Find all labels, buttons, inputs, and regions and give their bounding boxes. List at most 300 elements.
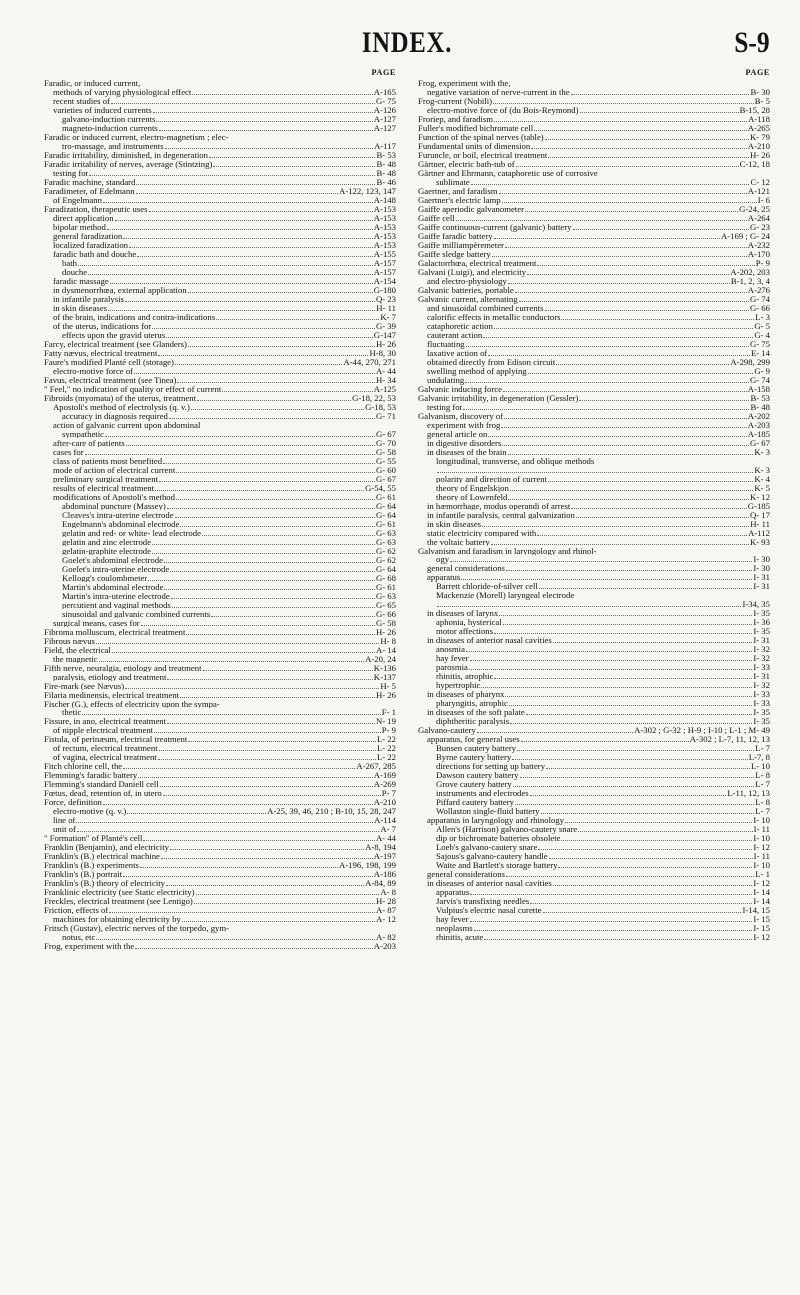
entry-page-ref: I- 14 (753, 887, 770, 898)
index-entry (418, 798, 770, 807)
entry-term: of the uterus, indications for (53, 321, 152, 331)
entry-term: Grove cautery battery (436, 780, 512, 790)
dot-leader (125, 688, 379, 689)
dot-leader (502, 202, 757, 203)
entry-page-ref: A- 12 (375, 914, 396, 925)
dot-leader (110, 283, 373, 284)
entry-term: laxative action of (427, 348, 488, 358)
entry-page-ref: I- 31 (753, 635, 770, 646)
index-entry (44, 664, 396, 673)
index-entry (44, 142, 396, 151)
entry-term: in infantile paralysis, central galvanization (427, 510, 575, 520)
entry-page-ref: A-158 (747, 383, 770, 394)
entry-page-ref: I- 33 (753, 662, 770, 673)
entry-term: polarity and direction of current (436, 474, 547, 484)
entry-page-ref: I- 36 (753, 617, 770, 628)
entry-term: of the brain, indications and contra-indications (53, 312, 216, 322)
dot-leader (196, 894, 380, 895)
index-entry (418, 79, 770, 88)
entry-page-ref: G- 64 (375, 563, 396, 574)
index-entry (44, 565, 396, 574)
index-entry (418, 187, 770, 196)
index-entry (418, 205, 770, 214)
index-entry (44, 574, 396, 583)
index-entry (44, 412, 396, 421)
entry-term: Loeb's galvano-cautery snare (436, 843, 538, 853)
dot-leader (502, 445, 749, 446)
entry-term: parosmia (436, 663, 468, 673)
entry-term: Fistula, of perinæum, electrical treatment (44, 735, 188, 745)
dot-leader (169, 418, 375, 419)
dot-leader (209, 157, 375, 158)
index-entry (418, 555, 770, 564)
entry-page-ref: H- 11 (376, 302, 396, 313)
entry-term: in diseases of anterior nasal cavities (427, 879, 552, 889)
index-entry (44, 232, 396, 241)
index-entry (418, 376, 770, 385)
index-entry (418, 924, 770, 933)
entry-page-ref: G- 62 (375, 545, 396, 556)
entry-term: cauterant action (427, 330, 483, 340)
entry-page-ref: G- 67 (749, 437, 770, 448)
index-entry (418, 591, 770, 600)
entry-page-ref: B- 30 (750, 86, 770, 97)
index-entry (44, 556, 396, 565)
entry-term: general considerations (427, 870, 505, 880)
dot-leader (112, 652, 375, 653)
entry-term: bipolar method (53, 222, 106, 232)
entry-term: Franklin (Benjamin), and electricity (44, 843, 169, 853)
entry-page-ref: A-25, 39, 46, 210 ; B-10, 15, 28, 247 (267, 806, 396, 817)
index-entry (418, 151, 770, 160)
index-entry (44, 448, 396, 457)
entry-term: aphonia, hysterical (436, 618, 502, 628)
entry-term: Galvanic inducing force (418, 384, 502, 394)
entry-term: Galvano-cautery (418, 726, 476, 736)
dot-leader (76, 822, 373, 823)
entry-term: apparatus in laryngology and rhinology (427, 816, 565, 826)
dot-leader (469, 669, 752, 670)
dot-leader (170, 849, 364, 850)
entry-page-ref: I- 32 (753, 680, 770, 691)
entry-page-ref: H- 28 (375, 896, 396, 907)
dot-leader (578, 831, 752, 832)
index-entry (418, 843, 770, 852)
entry-page-ref: L- 22 (376, 734, 396, 745)
entry-term: Apostoli's method of electrolysis (q. v.) (53, 402, 190, 412)
index-entry (44, 385, 396, 394)
entry-term: Franklin's (B.) theory of electricity (44, 879, 165, 889)
entry-term: Freckles, electrical treatment (see Lentigo) (44, 897, 193, 907)
entry-term: " Feel," no indication of quality or effect of current (44, 384, 222, 394)
entry-term: Wollaston single-fluid battery (436, 807, 540, 817)
entry-term: Gaiffe milliampèremeter (418, 240, 504, 250)
entry-term: Frog, experiment with the, (418, 79, 511, 88)
entry-term: faradic massage (53, 276, 109, 286)
dot-leader (180, 697, 375, 698)
dot-leader (579, 400, 749, 401)
dot-leader (503, 624, 753, 625)
dot-leader (565, 822, 752, 823)
entry-page-ref: A-185 (747, 428, 770, 439)
entry-page-ref: L- 7 (755, 743, 770, 754)
dot-leader (103, 202, 373, 203)
index-entry (418, 879, 770, 888)
index-entry (418, 115, 770, 124)
entry-page-ref: A- 14 (375, 644, 396, 655)
entry-term: the magnetic (53, 654, 98, 664)
dot-leader (123, 238, 373, 239)
index-entry (418, 807, 770, 816)
entry-term: Froriep, and faradism (418, 114, 494, 124)
entry-page-ref: K-136 (373, 662, 396, 673)
index-entry (418, 358, 770, 367)
entry-page-ref: A- 44 (375, 365, 396, 376)
index-entry (418, 133, 770, 142)
entry-page-ref: A-169 ; G- 24 (721, 230, 770, 241)
entry-term: hypertrophic (436, 681, 481, 691)
dot-leader (78, 265, 373, 266)
entry-page-ref: A-153 (373, 212, 396, 223)
entry-page-ref: G- 65 (375, 599, 396, 610)
dot-leader (159, 130, 373, 131)
entry-term: douche (62, 267, 88, 277)
index-entry (44, 682, 396, 691)
dot-leader (188, 346, 375, 347)
entry-page-ref: A-118 (748, 113, 770, 124)
entry-term: Fibrous nævus (44, 636, 95, 646)
dot-leader (123, 876, 373, 877)
entry-term: Faradimeter, of Edelmann (44, 186, 135, 196)
index-entry (418, 762, 770, 771)
entry-term: recent studies of (53, 96, 110, 106)
entry-page-ref: L-7, 8 (748, 752, 770, 763)
dot-leader (527, 274, 729, 275)
index-entry (44, 753, 396, 762)
index-entry (44, 592, 396, 601)
dot-leader (494, 121, 747, 122)
dot-leader (107, 229, 373, 230)
entry-term: Faradization, therapeutic uses (44, 204, 148, 214)
entry-term: Fœtus, dead, retention of, in utero (44, 789, 162, 799)
entry-page-ref: I- 10 (753, 815, 770, 826)
entry-term: general article on (427, 429, 488, 439)
entry-term: Fitch chlorine cell, the (44, 762, 123, 772)
entry-term: effects upon the gravid uterus (62, 330, 166, 340)
index-entry (44, 789, 396, 798)
entry-page-ref: A-210 (373, 797, 396, 808)
entry-page-ref: H- 34 (375, 374, 396, 385)
entry-term: in diseases of pharynx (427, 690, 505, 700)
page-column-heading: PAGE (745, 68, 770, 77)
dot-leader (123, 768, 355, 769)
entry-term: Fifth nerve, neuralgia, etiology and treatment (44, 663, 202, 673)
entry-term: general faradization (53, 231, 123, 241)
index-entry (44, 511, 396, 520)
dot-leader (172, 607, 375, 608)
index-entry (44, 421, 396, 430)
dot-leader (216, 319, 379, 320)
entry-term: experiment with frog (427, 420, 501, 430)
entry-term: Waite and Bartlett's storage battery (436, 861, 558, 871)
index-entry (418, 322, 770, 331)
entry-term: sublimate (436, 177, 470, 187)
index-entry (418, 888, 770, 897)
entry-page-ref: G- 67 (375, 428, 396, 439)
dot-leader (465, 382, 749, 383)
entry-term: gelatin and zinc electrode (62, 537, 152, 547)
entry-term: pharyngitis, atrophic (436, 699, 508, 709)
dot-leader (561, 840, 752, 841)
entry-page-ref: G- 68 (375, 572, 396, 583)
entry-page-ref: G- 64 (375, 500, 396, 511)
entry-page-ref: I- 12 (753, 842, 770, 853)
index-entry (418, 142, 770, 151)
dot-leader (156, 121, 372, 122)
entry-page-ref: G- 71 (375, 410, 396, 421)
entry-page-ref: P- 9 (755, 257, 770, 268)
dot-leader (109, 912, 375, 913)
entry-page-ref: I- 33 (753, 689, 770, 700)
index-entry (418, 448, 770, 457)
index-entry (418, 493, 770, 502)
index-entry (418, 663, 770, 672)
entry-page-ref: K- 79 (749, 131, 770, 142)
entry-term: preliminary surgical treatment (53, 474, 159, 484)
entry-term: of rectum, electrical treatment (53, 744, 158, 754)
index-entry (44, 843, 396, 852)
entry-term: Galvanism, discovery of (418, 411, 504, 421)
entry-term: diphtheritic paralysis (436, 717, 510, 727)
dot-leader (99, 661, 364, 662)
entry-term: galvano-induction currents (62, 114, 156, 124)
dot-leader (488, 436, 747, 437)
index-entry (44, 205, 396, 214)
entry-page-ref: G- 58 (375, 617, 396, 628)
entry-page-ref: I- 12 (753, 932, 770, 943)
dot-leader (530, 795, 727, 796)
entry-page-ref: C-12, 18 (739, 158, 770, 169)
index-entry (418, 825, 770, 834)
entry-term: Flemming's faradic battery (44, 771, 138, 781)
entry-page-ref: A-127 (373, 113, 396, 124)
dot-leader (545, 139, 749, 140)
entry-page-ref: I- 30 (753, 563, 770, 574)
index-entry (44, 637, 396, 646)
entry-page-ref: I- 33 (753, 698, 770, 709)
dot-leader (175, 364, 342, 365)
index-entry (44, 906, 396, 915)
index-entry (418, 564, 770, 573)
entry-term: after-care of patients (53, 438, 125, 448)
entry-term: localized faradization (53, 240, 129, 250)
entry-term: Gärtner and Ehrmann, cataphoretic use of corrosive (418, 168, 598, 178)
entry-term: tro-massage, and instruments (62, 141, 164, 151)
entry-term: Sajous's galvano-cautery handle (436, 852, 548, 862)
entry-term: Fibroids (myomata) of the uterus, treatment (44, 393, 196, 403)
entry-term: Faradic irritability, diminished, in degeneration (44, 150, 208, 160)
entry-term: Furuncle, or boil, electrical treatment (418, 150, 548, 160)
entry-page-ref: A-153 (373, 230, 396, 241)
entry-term: Franklinic electricity (see Static electricity) (44, 888, 195, 898)
dot-leader (167, 508, 375, 509)
entry-term: Galactorrhœa, electrical treatment (418, 258, 537, 268)
entry-page-ref: B-1, 2, 3, 4 (730, 275, 770, 286)
index-entry (44, 708, 396, 717)
dot-leader (164, 562, 375, 563)
entry-page-ref: G- 60 (375, 464, 396, 475)
index-entry (44, 771, 396, 780)
entry-page-ref: A-302 ; L-7, 11, 12, 13 (689, 734, 770, 745)
entry-term: Martin's abdominal electrode (62, 582, 164, 592)
index-entry (44, 933, 396, 942)
dot-leader (192, 94, 372, 95)
index-entry (44, 358, 396, 367)
index-entry (44, 115, 396, 124)
entry-page-ref: K- 7 (380, 311, 396, 322)
dot-leader (553, 642, 753, 643)
dot-leader (163, 795, 381, 796)
entry-term: Bunsen cautery battery (436, 744, 517, 754)
entry-page-ref: I- 35 (753, 716, 770, 727)
index-entry (418, 331, 770, 340)
index-entry (418, 573, 770, 582)
dot-leader (493, 103, 754, 104)
entry-term: faradic bath and douche (53, 249, 137, 259)
entry-page-ref: A-232 (747, 239, 770, 250)
dot-leader (561, 319, 754, 320)
entry-term: Fischer (G.), effects of electricity upon the sympa- (44, 699, 220, 709)
entry-page-ref: B- 53 (750, 392, 770, 403)
index-entry (418, 466, 770, 475)
index-entry (44, 529, 396, 538)
dot-leader (506, 876, 754, 877)
dot-leader (466, 651, 752, 652)
index-entry (44, 816, 396, 825)
index-entry (44, 439, 396, 448)
entry-page-ref: G- 63 (375, 527, 396, 538)
entry-page-ref: G- 58 (375, 446, 396, 457)
entry-term: thetic (62, 708, 82, 718)
entry-page-ref: I- 12 (753, 878, 770, 889)
entry-term: Byrne cautery battery (436, 753, 512, 763)
entry-term: Goelet's intra-uterine electrode (62, 564, 170, 574)
index-entry (418, 744, 770, 753)
entry-page-ref: A- 7 (380, 824, 396, 835)
dot-leader (125, 301, 375, 302)
index-entry (44, 295, 396, 304)
index-entry (44, 628, 396, 637)
entry-term: swelling method of applying (427, 366, 527, 376)
entry-page-ref: G-18, 53 (365, 401, 396, 412)
entry-page-ref: B- 48 (376, 158, 396, 169)
dot-leader (159, 481, 375, 482)
entry-page-ref: L- 7 (755, 779, 770, 790)
entry-page-ref: L-11, 12, 13 (727, 788, 770, 799)
index-entry (418, 582, 770, 591)
index-entry (418, 681, 770, 690)
entry-term: apparatus (436, 888, 470, 898)
entry-page-ref: I-14, 15 (742, 905, 770, 916)
entry-term: notus, etc (62, 933, 96, 943)
entry-page-ref: A-165 (373, 86, 396, 97)
entry-page-ref: A-157 (373, 266, 396, 277)
dot-leader (165, 148, 374, 149)
dot-leader (474, 930, 753, 931)
entry-term: Barrett chloride-of-silver cell (436, 582, 538, 592)
index-entry (44, 700, 396, 709)
dot-leader (580, 112, 739, 113)
entry-page-ref: K- 5 (754, 482, 770, 493)
entry-term: unit of (53, 825, 76, 835)
entry-page-ref: A-197 (373, 851, 396, 862)
index-entry (418, 789, 770, 798)
dot-leader (176, 499, 375, 500)
entry-term: the voltaic battery (427, 537, 490, 547)
entry-page-ref: A-298, 299 (730, 356, 770, 367)
index-entry (44, 169, 396, 178)
entry-page-ref: A-114 (374, 815, 396, 826)
index-entry (44, 762, 396, 771)
entry-page-ref: H- 8 (380, 635, 396, 646)
index-entry (418, 780, 770, 789)
dot-leader (491, 544, 749, 545)
entry-term: longitudinal, transverse, and oblique methods (436, 456, 595, 466)
entry-page-ref: A-155 (373, 248, 396, 259)
entry-page-ref: G- 66 (749, 302, 770, 313)
dot-leader (213, 166, 375, 167)
index-entry (418, 394, 770, 403)
entry-page-ref: P- 7 (381, 788, 396, 799)
index-entry (44, 259, 396, 268)
dot-leader (510, 490, 753, 491)
entry-page-ref: A-148 (373, 194, 396, 205)
dot-leader (437, 606, 741, 607)
entry-page-ref: I- 14 (753, 896, 770, 907)
index-entry (418, 349, 770, 358)
dot-leader (504, 418, 747, 419)
index-entry (44, 97, 396, 106)
entry-page-ref: A-117 (374, 140, 396, 151)
entry-page-ref: N- 19 (375, 716, 396, 727)
entry-page-ref: A-125 (373, 383, 396, 394)
dot-leader (137, 256, 373, 257)
entry-term: varieties of induced currents (53, 105, 152, 115)
index-entry (44, 187, 396, 196)
index-entry (44, 915, 396, 924)
index-entry (44, 780, 396, 789)
index-entry (44, 88, 396, 97)
dot-leader (548, 157, 749, 158)
dot-leader (152, 328, 375, 329)
entry-term: of nipple electrical treatment (53, 726, 154, 736)
entry-page-ref: L- 1 (755, 869, 770, 880)
entry-page-ref: E- 14 (750, 347, 770, 358)
entry-term: Piffard cautery battery (436, 798, 514, 808)
entry-page-ref: A-157 (373, 257, 396, 268)
entry-page-ref: C- 12 (750, 176, 770, 187)
entry-page-ref: I- 15 (753, 923, 770, 934)
index-entry (44, 520, 396, 529)
entry-page-ref: G-147 (373, 329, 396, 340)
entry-page-ref: A- 44 (375, 833, 396, 844)
index-entry (418, 106, 770, 115)
entry-page-ref: H- 26 (749, 149, 770, 160)
entry-term: directions for setting up battery (436, 762, 546, 772)
entry-term: Mackenzie (Morell) laryngeal electrode (436, 591, 575, 601)
dot-leader (521, 741, 689, 742)
dot-leader (203, 670, 373, 671)
